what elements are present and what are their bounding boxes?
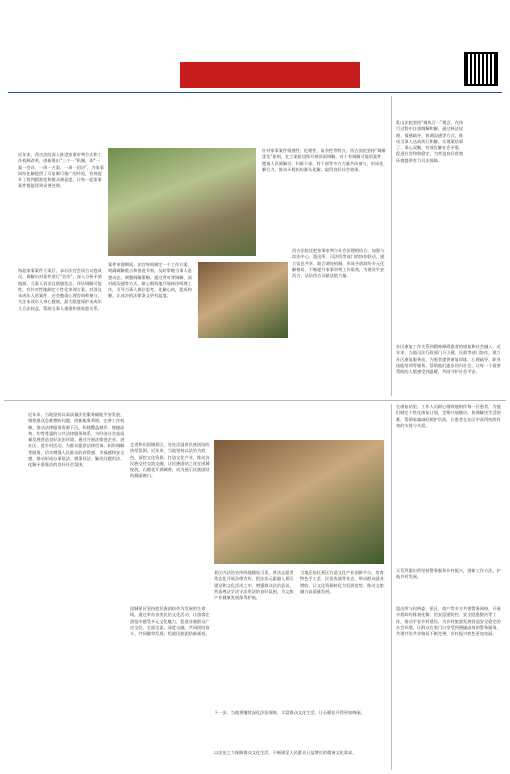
article1-text-col6: 西吉法院还把家事审判与社会治理相结合，加强与综治中心、派出所、司法所等部门的协作联动，建立信息共享、联合调处机制，形成矛盾纠纷多元化解格局，不断提升家事审判工作质效，为建设平安西吉、法治西吉贡献法院力量。 xyxy=(292,248,385,279)
section-divider xyxy=(4,400,506,401)
article1-photo-2 xyxy=(198,262,288,338)
article1-text-col5: 案件审理期间，法官每周制定一个工作方案，明确调解重点和推进节奏，及时掌握当事人思想动态，调整调解策略。通过背对背调解、面对面沟通等方式，耐心细致地开展释法明理工作，引导当事人换位思考，化解心结，促成和解，让冰冷的法律条文更有温度。 xyxy=(108,262,192,299)
article5-text-col5: 下一步，当地将继续深化法治保障，丰富群众文化生活，让石榴花开得更加绚丽。 xyxy=(214,710,365,715)
article3-text-2: 在康复站里，工作人员耐心细致地陪伴每一位患者，为他们制定个性化康复计划，定期开展随访，协调解决生活困难，帮助家属减轻照护负担，让患者在社区中获得持续有效的支持与关爱。 xyxy=(396,404,501,428)
article5-text-col3: 景区内法治宣传阵地随处可见，普法志愿者常态化开展法律宣传，把法治元素融入景区建设和文化活动之中，增强群众法治意识，营造尊法学法守法用法的良好氛围，为文旅产业健康发展保驾护航。 xyxy=(214,570,294,601)
article6-text-1: 天荒坪派出所坚持警务服务乡村振兴，创新工作方法，护航乡村发展。 xyxy=(396,568,501,580)
article1-text-col4: 每起家事案件立案后，承办法官会同合议庭成员、调解员对案件进行“会诊”，深入分析矛盾根源、当事人诉求及情感状态，评估调解可能性，有针对性地制定个性化审理方案。对涉及未成年人的案件，还会邀请心理咨询师参与，关注未成年人身心健康，最大限度保护未成年人合法权益，帮助当事人重建和谐家庭关系。 xyxy=(18,268,102,311)
article3-text: 社区康复工作关系到精神障碍患者的康复和社会融入。近年来，当地司法行政部门与卫健、民政等部门协作，建立社区康复服务站，为患者提供康复训练、心理疏导、职业技能培训等服务，帮助他们逐步回归社会，让每一个需要帮助的人都感受到温暖，共同守护社会平安。 xyxy=(396,344,501,375)
qr-code-icon xyxy=(464,52,498,86)
article1-text-col3: 针对家事案件情感性、伦理性、复杂性等特点，西吉法院坚持“调解优先”原则，在立案阶段即开展诉前调解，对于有调解可能的案件，邀请人民调解员、妇联干部、村干部等多方力量共同参与，形成化解合力，推动矛盾纠纷源头化解，取得良好社会效果。 xyxy=(262,148,386,172)
section-banner xyxy=(180,62,360,88)
masthead xyxy=(0,0,510,96)
article5-text-col4: 当地还依托景区打造文化产业创新平台，培育特色手工艺、民俗表演等业态，带动群众就业增收，让文化资源转化为发展优势，推动文旅融合高质量发展。 xyxy=(300,570,384,594)
article5-text-col2: 团城景区坚持把民族团结作为发展的生命线，通过举办各类民俗文化活动，让游客在游览中感受多元文化魅力，促进各族群众广泛交往、全面交流、深度交融，共同团结奋斗、共同繁荣发展，绘就民族团结新画卷。 xyxy=(130,606,210,637)
article2-title xyxy=(470,110,502,320)
article1-photo xyxy=(108,148,256,256)
column-divider-2 xyxy=(391,404,392,770)
article5-photo xyxy=(214,440,384,564)
column-divider xyxy=(391,96,392,396)
article4-text: 近年来，当地坚持以高质量法治服务赋能平安发展，聚焦群众急难愁盼问题，创新服务举措，完善工作机制，推动法律服务资源下沉，构建覆盖城乡、便捷高效、均等普惠的公共法律服务体系，为经济社会高质量发展营造良好法治环境。通过开展法律进企业、进社区、进乡村活动，为群众提供法律咨询、纠纷调解等服务，切实增强人民群众的获得感、幸福感和安全感，推动形成办事依法、遇事找法、解决问题用法、化解矛盾靠法的良好社会氛围。 xyxy=(28,412,125,468)
article1-text-col1: 近年来，西吉法院深入推进家事审判方式和工作机制改革，创新推出“三个一”机制，即“一案一会诊、一周一方案、一周一回访”，为家事纠纷化解提供了可复制可推广的经验，有效提升了裁判精准度和群众满意度，让每一起家事案件都能得到妥善处理。 xyxy=(18,152,104,189)
article6-text-2: 派出所与村两委、景区、商户等多方共建警务网格，开展矛盾纠纷排查化解、治安巡逻防控、安全隐患整治等工作，推动平安乡村建设，为乡村旅游发展营造安全稳定的社会环境，让群众在家门口享受到便捷高效的警务服务，共建共治共享格局不断完善，乡村振兴底色更加亮丽。 xyxy=(396,606,501,637)
article2-text: 乳山法院坚持“调执合一”理念，在执行过程中注重调解和解，通过释法说理、情感疏导、协调沟通等方式，推动当事人达成执行和解，实现案结事了、事心双解，有效化解社会矛盾，促进社会和谐稳定，为营造良好营商环境提供有力司法保障。 xyxy=(396,120,464,163)
article4-title xyxy=(4,410,26,580)
article5-text-col1: 走进和田团城景区，处处洋溢着民族团结的浓厚氛围。近年来，当地坚持以法治为底色，深挖文化资源，打造文化产业，推动各民族交往交流交融，让民族团结之花在团城绽放，石榴花开满城香，成为展示民族团结的靓丽窗口。 xyxy=(130,442,210,479)
header-rule xyxy=(8,92,502,93)
article5-text-col6: 以法治之力保障群众文化生活，不断满足人民群众日益增长的精神文化需求。 xyxy=(214,750,357,755)
